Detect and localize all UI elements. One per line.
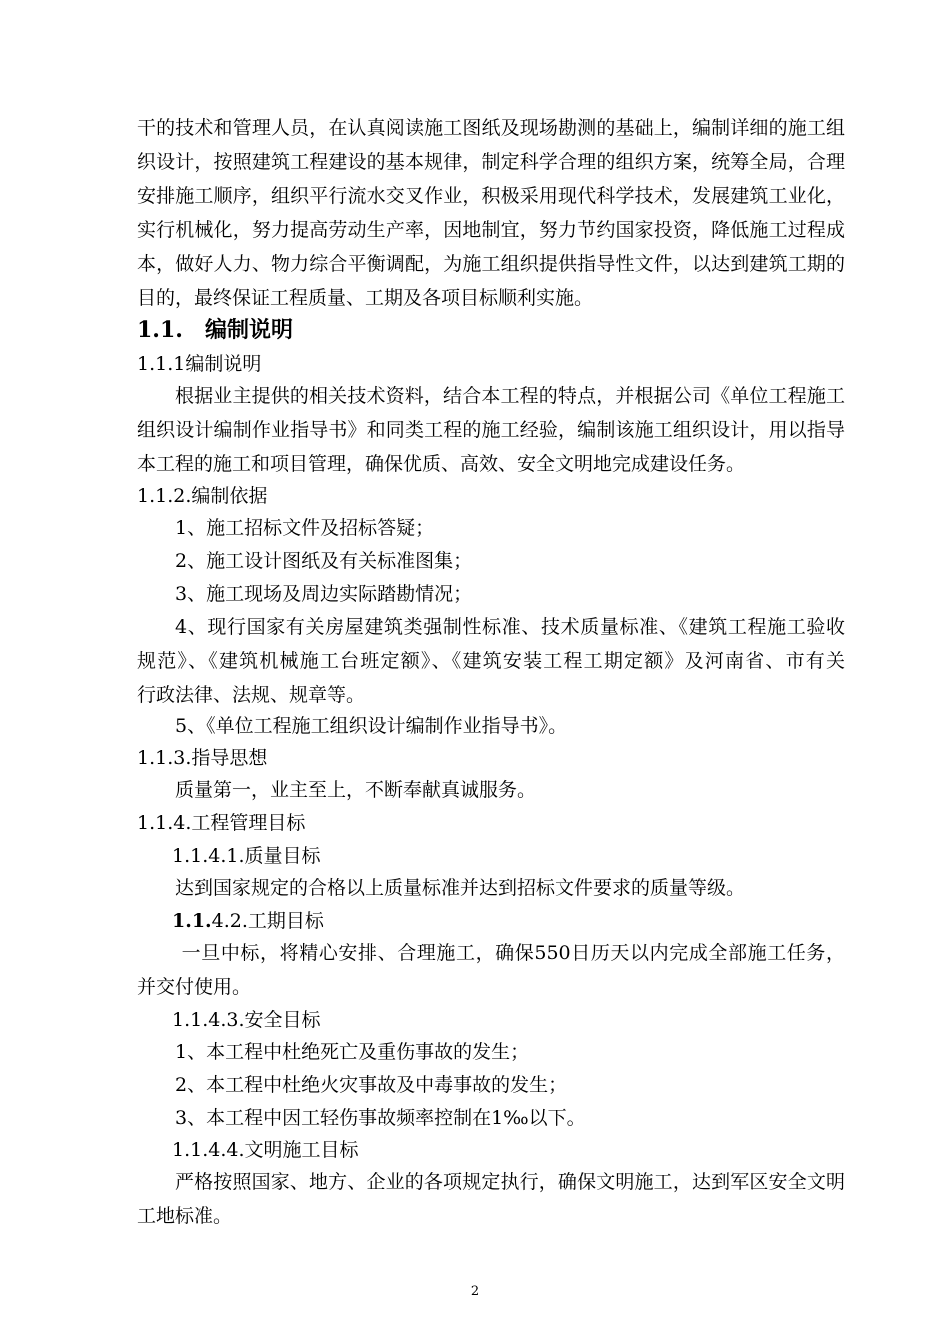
quality-goal-heading: 1.1.4.1.质量目标 (172, 845, 321, 867)
basis-item-4-line-3: 行政法律、法规、规章等。 (137, 684, 366, 706)
basis-item-3: 3、施工现场及周边实际踏勘情况； (175, 583, 473, 605)
schedule-heading-bold-part: 1.1. (172, 910, 212, 932)
subsection-heading-112: 1.1.2.编制依据 (137, 485, 268, 507)
safety-item-2: 2、本工程中杜绝火灾事故及中毒事故的发生； (175, 1074, 568, 1096)
intro-line-1: 干的技术和管理人员，在认真阅读施工图纸及现场勘测的基础上，编制详细的施工组 (137, 117, 845, 139)
schedule-goal-line-1: 一旦中标，将精心安排、合理施工，确保550日历天以内完成全部施工任务， (175, 942, 845, 964)
basis-item-1: 1、施工招标文件及招标答疑； (175, 517, 435, 539)
s111-line-1: 根据业主提供的相关技术资料，结合本工程的特点，并根据公司《单位工程施工 (175, 385, 845, 407)
schedule-heading-rest: 4.2.工期目标 (211, 910, 324, 932)
basis-item-5: 5、《单位工程施工组织设计编制作业指导书》。 (175, 715, 568, 737)
basis-item-2: 2、施工设计图纸及有关标准图集； (175, 550, 473, 572)
safety-item-3: 3、本工程中因工轻伤事故频率控制在1‰以下。 (175, 1107, 586, 1129)
guiding-principle-text: 质量第一，业主至上，不断奉献真诚服务。 (175, 779, 537, 801)
intro-line-3: 安排施工顺序，组织平行流水交叉作业，积极采用现代科学技术，发展建筑工业化， (137, 185, 845, 207)
s111-line-3: 本工程的施工和项目管理，确保优质、高效、安全文明地完成建设任务。 (137, 453, 746, 475)
basis-item-4-line-2: 规范》、《建筑机械施工台班定额》、《建筑安装工程工期定额》及河南省、市有关 (137, 650, 845, 672)
schedule-goal-heading (172, 909, 324, 933)
schedule-goal-line-2: 并交付使用。 (137, 976, 252, 998)
intro-line-2: 织设计，按照建筑工程建设的基本规律，制定科学合理的组织方案，统筹全局，合理 (137, 151, 845, 173)
intro-line-6: 目的，最终保证工程质量、工期及各项目标顺利实施。 (137, 287, 594, 309)
basis-item-4-line-1: 4、现行国家有关房屋建筑类强制性标准、技术质量标准、《建筑工程施工验收 (175, 616, 845, 638)
civil-goal-line-2: 工地标准。 (137, 1205, 233, 1227)
s111-line-2: 组织设计编制作业指导书》和同类工程的施工经验，编制该施工组织设计，用以指导 (137, 419, 845, 441)
quality-goal-text: 达到国家规定的合格以上质量标准并达到招标文件要求的质量等级。 (175, 877, 746, 899)
safety-item-1: 1、本工程中杜绝死亡及重伤事故的发生； (175, 1041, 530, 1063)
safety-goal-heading: 1.1.4.3.安全目标 (172, 1009, 321, 1031)
subsection-heading-111: 1.1.1编制说明 (137, 353, 262, 375)
intro-line-4: 实行机械化，努力提高劳动生产率，因地制宜，努力节约国家投资，降低施工过程成 (137, 219, 845, 241)
section-heading (137, 316, 293, 344)
subsection-heading-114: 1.1.4.工程管理目标 (137, 812, 306, 834)
page-number: 2 (470, 1284, 480, 1299)
civil-goal-line-1: 严格按照国家、地方、企业的各项规定执行，确保文明施工，达到军区安全文明 (175, 1171, 845, 1193)
subsection-heading-113: 1.1.3.指导思想 (137, 747, 268, 769)
section-number: 1.1. (137, 317, 183, 343)
civil-goal-heading: 1.1.4.4.文明施工目标 (172, 1139, 359, 1161)
intro-line-5: 本，做好人力、物力综合平衡调配，为施工组织提供指导性文件，以达到建筑工期的 (137, 253, 845, 275)
section-title: 编制说明 (205, 317, 294, 343)
